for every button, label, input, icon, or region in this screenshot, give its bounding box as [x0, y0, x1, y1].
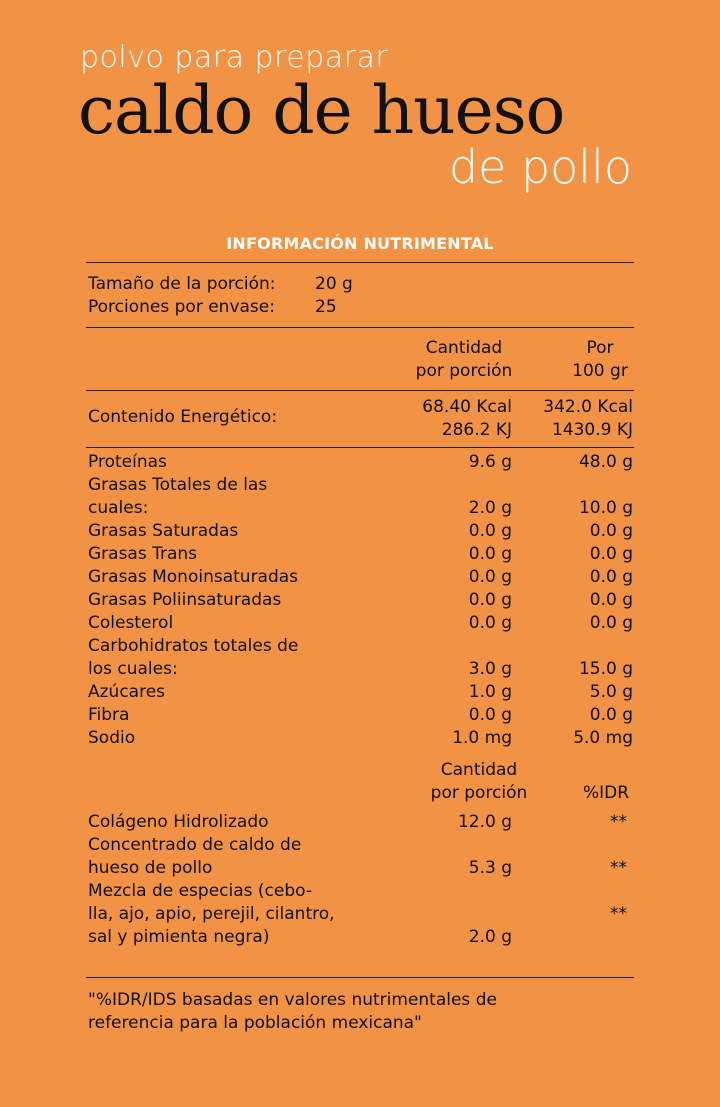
serving-size-label: Tamaño de la porción:: [88, 274, 276, 294]
column-header-portion-2-line2: por porción: [430, 783, 528, 803]
nutrient-label: Proteínas: [88, 452, 167, 472]
ingredient-label: lla, ajo, apio, perejil, cilantro,: [88, 904, 335, 924]
nutrient-portion: 3.0 g: [468, 659, 512, 679]
product-title: caldo de hueso: [78, 72, 565, 149]
ingredient-label: hueso de pollo: [88, 858, 213, 878]
column-header-per100: [560, 337, 640, 383]
nutrient-per100: 10.0 g: [578, 498, 633, 518]
energy-per100-kcal: 342.0 Kcal: [543, 397, 633, 417]
column-header-portion-2-line1: Cantidad: [440, 760, 518, 780]
ingredient-idr: **: [610, 812, 627, 832]
nutrient-label: Carbohidratos totales de: [88, 636, 299, 656]
ingredient-portion: 5.3 g: [468, 858, 512, 878]
ingredient-idr: **: [610, 858, 627, 878]
nutrient-label: cuales:: [88, 498, 149, 518]
divider: [86, 390, 634, 391]
nutrient-per100: 15.0 g: [578, 659, 633, 679]
nutrient-portion: 2.0 g: [468, 498, 512, 518]
nutrient-per100: 5.0 g: [589, 682, 633, 702]
nutrient-portion: 0.0 g: [468, 590, 512, 610]
ingredient-idr: **: [610, 904, 627, 924]
nutrient-label: Grasas Trans: [88, 544, 198, 564]
ingredient-portion: 2.0 g: [468, 927, 512, 947]
servings-label: Porciones por envase:: [88, 297, 275, 317]
nutrient-label: Grasas Monoinsaturadas: [88, 567, 299, 587]
nutrient-label: Grasas Poliinsaturadas: [88, 590, 282, 610]
column-header-per100-line2: 100 gr: [572, 361, 628, 381]
nutrient-label: Fibra: [88, 705, 130, 725]
ingredient-portion: 12.0 g: [457, 812, 512, 832]
divider: [86, 262, 634, 263]
nutrition-panel-title: INFORMACIÓN NUTRIMENTAL: [226, 234, 494, 253]
servings-value: 25: [315, 297, 337, 317]
nutrient-per100: 0.0 g: [589, 705, 633, 725]
nutrient-portion: 1.0 g: [468, 682, 512, 702]
ingredient-label: sal y pimienta negra): [88, 927, 270, 947]
nutrient-portion: 0.0 g: [468, 544, 512, 564]
nutrient-portion: 0.0 g: [468, 705, 512, 725]
energy-portion-kcal: 68.40 Kcal: [422, 397, 512, 417]
footnote-line2: referencia para la población mexicana": [88, 1013, 422, 1033]
nutrient-label: Grasas Saturadas: [88, 521, 239, 541]
nutrient-portion: 9.6 g: [468, 452, 512, 472]
nutrient-label: los cuales:: [88, 659, 178, 679]
column-header-portion-2: [414, 759, 544, 805]
nutrient-per100: 0.0 g: [589, 590, 633, 610]
nutrient-label: Colesterol: [88, 613, 174, 633]
divider: [86, 447, 634, 448]
ingredient-label: Colágeno Hidrolizado: [88, 812, 269, 832]
ingredient-label: Mezcla de especias (cebo-: [88, 881, 312, 901]
column-header-idr: %IDR: [583, 783, 630, 803]
divider: [86, 977, 634, 978]
ingredient-label: Concentrado de caldo de: [88, 835, 302, 855]
nutrient-per100: 48.0 g: [578, 452, 633, 472]
nutrient-label: Sodio: [88, 728, 136, 748]
column-header-per100-line1: Por: [586, 338, 614, 358]
footnote-line1: "%IDR/IDS basadas en valores nutrimentales de: [88, 990, 497, 1010]
nutrient-portion: 0.0 g: [468, 521, 512, 541]
nutrient-label: Grasas Totales de las: [88, 475, 268, 495]
nutrient-portion: 0.0 g: [468, 613, 512, 633]
nutrient-per100: 0.0 g: [589, 544, 633, 564]
nutrient-per100: 5.0 mg: [573, 728, 633, 748]
product-variant: de pollo: [448, 140, 632, 194]
nutrient-portion: 1.0 mg: [452, 728, 512, 748]
nutrient-portion: 0.0 g: [468, 567, 512, 587]
energy-portion-kj: 286.2 KJ: [441, 420, 512, 440]
column-header-portion-line2: por porción: [415, 361, 513, 381]
nutrient-label: Azúcares: [88, 682, 166, 702]
energy-label: Contenido Energético:: [88, 407, 278, 427]
serving-size-value: 20 g: [315, 274, 353, 294]
nutrient-per100: 0.0 g: [589, 613, 633, 633]
nutrient-per100: 0.0 g: [589, 567, 633, 587]
column-header-portion: [400, 337, 528, 383]
product-subtitle: polvo para preparar: [80, 40, 389, 75]
divider: [86, 327, 634, 328]
energy-per100-kj: 1430.9 KJ: [551, 420, 633, 440]
column-header-portion-line1: Cantidad: [425, 338, 503, 358]
nutrient-per100: 0.0 g: [589, 521, 633, 541]
